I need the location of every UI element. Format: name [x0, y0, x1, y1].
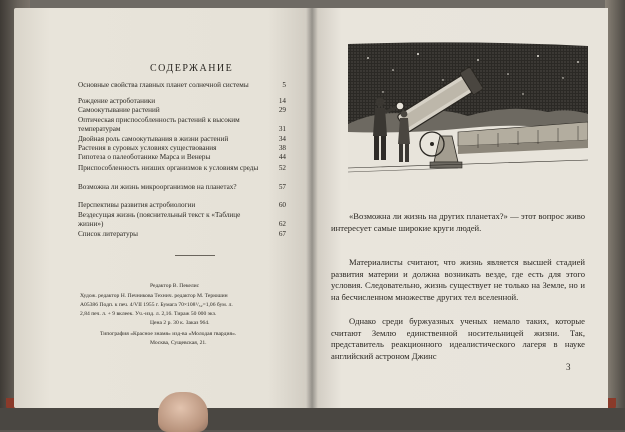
toc-entry-text: Растения в суровых условиях существования	[78, 144, 217, 152]
toc-entry-page: 14	[278, 97, 286, 105]
toc-entry-page: 29	[278, 106, 286, 114]
toc-entry	[78, 230, 286, 239]
toc-entry-text: Рождение астроботаники	[78, 97, 156, 105]
toc-entry	[78, 116, 286, 133]
toc-entry-text: Двойная роль самоокутывания в жизни растений	[78, 135, 229, 143]
toc-entry-page: 5	[282, 81, 286, 89]
paragraph: Материалисты считают, что жизнь является высшей стадией развития материи и должна возникать везде, где есть для этого условия. Следовательно, жизнь существует не только на Земле, но и на бесчисленном множестве других тел вселенной.	[331, 257, 585, 302]
toc-entry-text: Приспособленность низших организмов к условиям среды	[78, 164, 259, 172]
toc-entry-text: Перспективы развития астробиологии	[78, 201, 196, 209]
paragraph: Однако среди буржуазных ученых немало таких, которые считают Землю единственной носительницей жизни. Так, представитель реакционного идеалистического лагеря в науке английский астроном Джинс	[331, 316, 585, 361]
book-cover-right	[605, 0, 625, 430]
imprint-line: Типография «Красное знамя» изд-ва «Молодая гвардия».	[100, 331, 237, 337]
imprint-line: 2,84 печ. л. + 9 вклеек. Уч.-изд. л. 2,16. Тираж 50 000 экз.	[80, 311, 217, 317]
body-paragraph-1	[331, 211, 585, 234]
imprint-line: Цена 2 р. 30 к. Заказ 964.	[150, 320, 210, 326]
body-paragraph-2	[331, 257, 585, 303]
toc-entry-text: Список литературы	[78, 230, 138, 238]
book-gutter	[306, 8, 318, 408]
toc-entry-page: 52	[278, 164, 286, 172]
toc-entry	[78, 211, 286, 228]
thumb	[158, 392, 208, 432]
toc-entry-text: Самоокутывание растений	[78, 106, 160, 114]
imprint-tech: Худож. редактор Н. Печникова Технич. редактор М. Терюшин	[80, 293, 228, 299]
toc-entry-page: 60	[278, 201, 286, 209]
toc-entry	[78, 144, 286, 153]
toc-entry-page: 38	[278, 144, 286, 152]
body-paragraph-3	[331, 316, 585, 362]
toc-entry-page: 67	[278, 230, 286, 238]
toc-entry-page: 57	[278, 183, 286, 191]
toc-entry	[78, 81, 286, 90]
toc-entry	[78, 183, 286, 192]
page-number: 3	[566, 362, 571, 372]
toc-entry	[78, 201, 286, 210]
toc-entry-page: 44	[278, 153, 286, 161]
toc-entry-page: 34	[278, 135, 286, 143]
toc-entry-text: Возможна ли жизнь микроорганизмов на планетах?	[78, 183, 237, 191]
toc-entry-page: 31	[278, 124, 286, 133]
toc-entry	[78, 97, 286, 106]
toc-entry	[78, 164, 286, 173]
toc-entry-page: 62	[278, 219, 286, 228]
toc-entry	[78, 153, 286, 162]
toc-entry-text: Основные свойства главных планет солнечной системы	[78, 81, 249, 89]
imprint-line: Москва, Сущевская, 21.	[150, 340, 207, 346]
toc-entry	[78, 135, 286, 144]
divider	[175, 255, 215, 256]
desk-surface	[0, 408, 625, 430]
paragraph: «Возможна ли жизнь на других планетах?» — этот вопрос живо интересует самые широкие круги людей.	[331, 211, 585, 233]
imprint-editor: Редактор В. Пекелис	[150, 283, 200, 289]
toc-entry-text: Вездесущая жизнь (пояснительный текст к «Таблице жизни»)	[78, 211, 241, 228]
toc-entry-text: Оптическая приспособленность растений к высоким температурам	[78, 116, 240, 133]
toc-entry	[78, 106, 286, 115]
toc-title: СОДЕРЖАНИЕ	[150, 63, 234, 74]
imprint-line: А05386 Подп. к печ. 4/VII 1955 г. Бумага 70×108¹/₃₂=1,06 бум. л.	[80, 302, 233, 308]
observatory-telescope-illustration	[348, 40, 588, 190]
toc-entry-text: Гипотеза о палеоботанике Марса и Венеры	[78, 153, 211, 161]
